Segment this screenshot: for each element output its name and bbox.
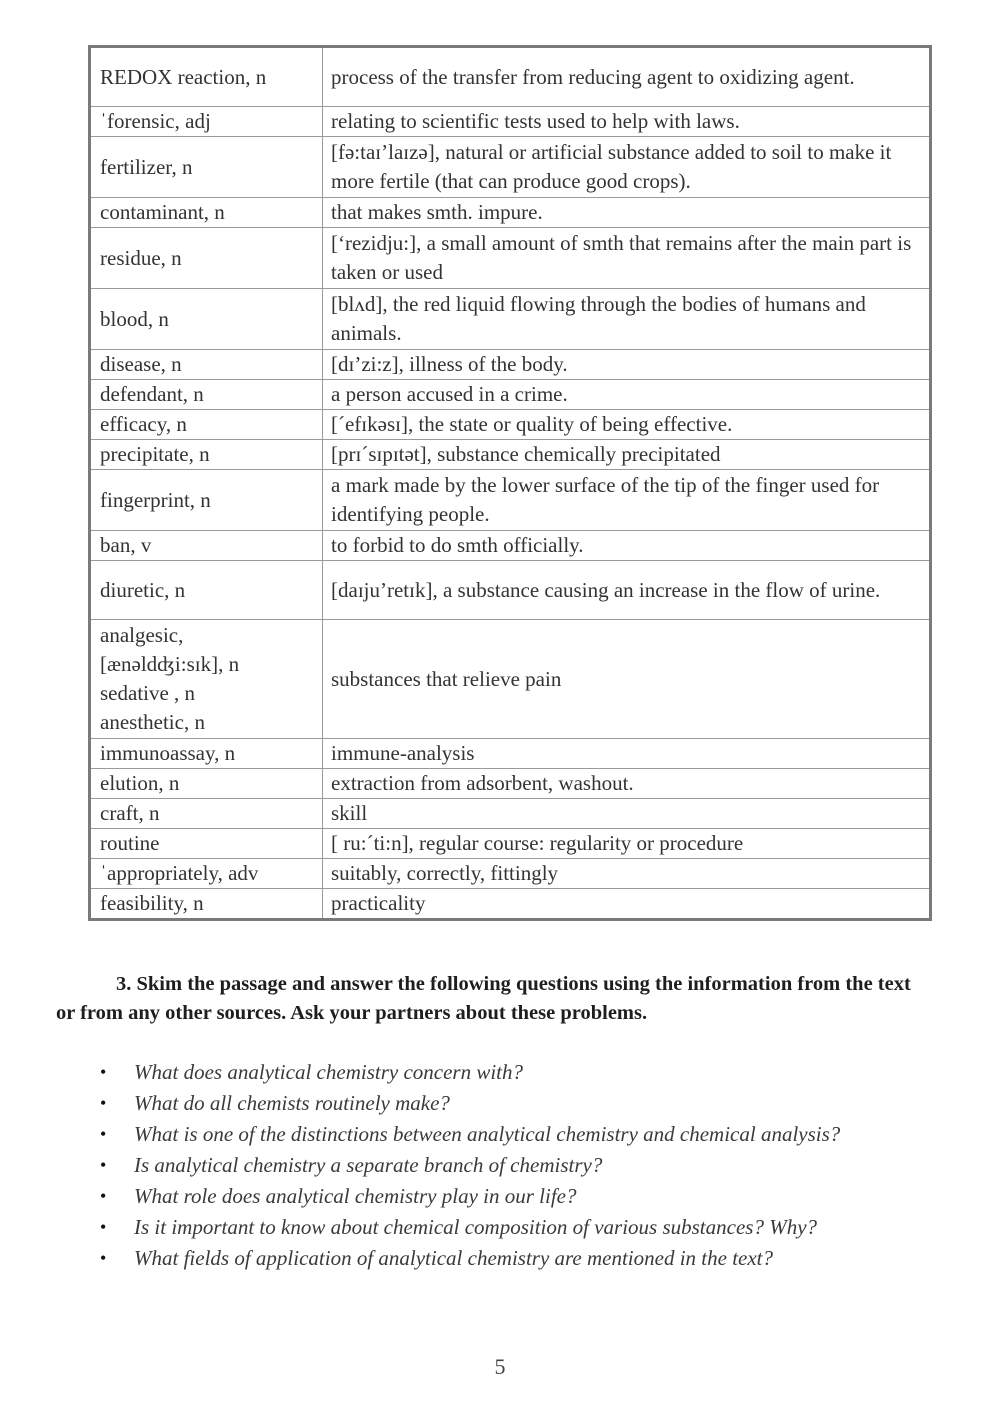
vocabulary-term bbox=[90, 769, 323, 799]
vocabulary-term-line: disease, n bbox=[100, 352, 182, 376]
vocabulary-definition: [prɪˊsɪpɪtət], substance chemically precipitated bbox=[323, 440, 931, 470]
vocabulary-term bbox=[90, 198, 323, 228]
vocabulary-term-line: ˈappropriately, adv bbox=[100, 861, 259, 885]
vocabulary-row bbox=[90, 410, 931, 440]
vocabulary-row bbox=[90, 440, 931, 470]
vocabulary-term-line: defendant, n bbox=[100, 382, 204, 406]
vocabulary-row bbox=[90, 47, 931, 107]
vocabulary-term-line: analgesic, bbox=[100, 623, 184, 647]
vocabulary-term bbox=[90, 137, 323, 198]
vocabulary-term-line: REDOX reaction, n bbox=[100, 64, 267, 89]
vocabulary-term-line: ˈforensic, adj bbox=[100, 109, 211, 133]
vocabulary-definition: skill bbox=[323, 799, 931, 829]
vocabulary-term bbox=[90, 350, 323, 380]
bullet-icon: • bbox=[100, 1124, 107, 1144]
vocabulary-term-line: diuretic, n bbox=[100, 577, 186, 602]
bullet-icon: • bbox=[100, 1186, 107, 1206]
question-text: What do all chemists routinely make? bbox=[134, 1091, 450, 1115]
vocabulary-term-line: ban, v bbox=[100, 533, 152, 557]
page-number: 5 bbox=[494, 1354, 506, 1379]
question-text: Is analytical chemistry a separate branch of chemistry? bbox=[134, 1153, 603, 1177]
vocabulary-definition: to forbid to do smth officially. bbox=[323, 531, 931, 561]
vocabulary-term bbox=[90, 289, 323, 350]
vocabulary-definition: extraction from adsorbent, washout. bbox=[323, 769, 931, 799]
vocabulary-row bbox=[90, 739, 931, 769]
vocabulary-term bbox=[90, 829, 323, 859]
vocabulary-row bbox=[90, 531, 931, 561]
vocabulary-term-line: immunoassay, n bbox=[100, 741, 236, 765]
vocabulary-term bbox=[90, 531, 323, 561]
vocabulary-term bbox=[90, 799, 323, 829]
vocabulary-row bbox=[90, 889, 931, 920]
vocabulary-term bbox=[90, 620, 323, 739]
vocabulary-row bbox=[90, 198, 931, 228]
vocabulary-definition: [dɪ’zi:z], illness of the body. bbox=[323, 350, 931, 380]
vocabulary-definition: substances that relieve pain bbox=[323, 620, 931, 739]
vocabulary-term-line: fertilizer, n bbox=[100, 154, 193, 179]
vocabulary-definition: practicality bbox=[323, 889, 931, 920]
vocabulary-term bbox=[90, 47, 323, 107]
vocabulary-term-line: routine bbox=[100, 831, 160, 855]
vocabulary-term-line: efficacy, n bbox=[100, 412, 187, 436]
question-item bbox=[96, 1151, 916, 1180]
vocabulary-term-line: anesthetic, n bbox=[100, 710, 205, 734]
vocabulary-definition: a mark made by the lower surface of the tip of the finger used for identifying people. bbox=[323, 470, 931, 531]
vocabulary-term-line: residue, n bbox=[100, 245, 182, 270]
vocabulary-definition: process of the transfer from reducing agent to oxidizing agent. bbox=[323, 47, 931, 107]
exercise-instruction: 3. Skim the passage and answer the following questions using the information from the text or from any other sources. Ask your partners about these problems. bbox=[56, 973, 911, 1024]
vocabulary-term bbox=[90, 889, 323, 920]
bullet-icon: • bbox=[100, 1217, 107, 1237]
vocabulary-term bbox=[90, 859, 323, 889]
vocabulary-term-line: contaminant, n bbox=[100, 200, 225, 224]
vocabulary-term-line: blood, n bbox=[100, 306, 169, 331]
vocabulary-term-line: precipitate, n bbox=[100, 442, 210, 466]
vocabulary-term bbox=[90, 380, 323, 410]
vocabulary-definition: suitably, correctly, fittingly bbox=[323, 859, 931, 889]
vocabulary-definition: [‘rezidju:], a small amount of smth that remains after the main part is taken or used bbox=[323, 228, 931, 289]
vocabulary-definition: a person accused in a crime. bbox=[323, 380, 931, 410]
vocabulary-term bbox=[90, 410, 323, 440]
vocabulary-term-line: elution, n bbox=[100, 771, 180, 795]
vocabulary-term-line: fingerprint, n bbox=[100, 487, 211, 512]
vocabulary-term-line: feasibility, n bbox=[100, 891, 204, 915]
question-item bbox=[96, 1058, 916, 1087]
vocabulary-definition: [daɪju’retɪk], a substance causing an increase in the flow of urine. bbox=[323, 561, 931, 620]
question-text: What does analytical chemistry concern with? bbox=[134, 1060, 524, 1084]
vocabulary-term bbox=[90, 107, 323, 137]
bullet-icon: • bbox=[100, 1248, 107, 1268]
vocabulary-row bbox=[90, 799, 931, 829]
vocabulary-row bbox=[90, 289, 931, 350]
vocabulary-term bbox=[90, 739, 323, 769]
vocabulary-row bbox=[90, 470, 931, 531]
question-text: Is it important to know about chemical composition of various substances? Why? bbox=[134, 1215, 818, 1239]
vocabulary-term bbox=[90, 440, 323, 470]
question-text: What is one of the distinctions between analytical chemistry and chemical analysis? bbox=[134, 1122, 841, 1146]
vocabulary-term-line: craft, n bbox=[100, 801, 160, 825]
vocabulary-definition: immune-analysis bbox=[323, 739, 931, 769]
question-item bbox=[96, 1182, 916, 1211]
question-text: What role does analytical chemistry play in our life? bbox=[134, 1184, 577, 1208]
vocabulary-term bbox=[90, 470, 323, 531]
vocabulary-term bbox=[90, 561, 323, 620]
vocabulary-definition: relating to scientific tests used to help with laws. bbox=[323, 107, 931, 137]
vocabulary-term-line: sedative , n bbox=[100, 681, 196, 705]
vocabulary-table-body bbox=[90, 47, 931, 920]
vocabulary-row bbox=[90, 859, 931, 889]
bullet-icon: • bbox=[100, 1062, 107, 1082]
vocabulary-row bbox=[90, 137, 931, 198]
vocabulary-definition: that makes smth. impure. bbox=[323, 198, 931, 228]
vocabulary-row bbox=[90, 769, 931, 799]
vocabulary-row bbox=[90, 620, 931, 739]
question-item bbox=[96, 1244, 916, 1273]
vocabulary-definition: [fə:taɪ’laɪzə], natural or artificial substance added to soil to make it more fertile (that can produce good crops). bbox=[323, 137, 931, 198]
vocabulary-definition: [ ru:ˊti:n], regular course: regularity or procedure bbox=[323, 829, 931, 859]
vocabulary-row bbox=[90, 380, 931, 410]
vocabulary-row bbox=[90, 350, 931, 380]
question-item bbox=[96, 1089, 916, 1118]
vocabulary-row bbox=[90, 829, 931, 859]
bullet-icon: • bbox=[100, 1155, 107, 1175]
question-item bbox=[96, 1213, 916, 1242]
bullet-icon: • bbox=[100, 1093, 107, 1113]
vocabulary-term bbox=[90, 228, 323, 289]
vocabulary-row bbox=[90, 561, 931, 620]
question-item bbox=[96, 1120, 916, 1149]
vocabulary-row bbox=[90, 228, 931, 289]
vocabulary-definition: [blʌd], the red liquid flowing through the bodies of humans and animals. bbox=[323, 289, 931, 350]
question-list bbox=[96, 1058, 916, 1275]
vocabulary-term-line: [ænəldʤi:sɪk], n bbox=[100, 652, 240, 676]
vocabulary-definition: [ˊefɪkəsɪ], the state or quality of being effective. bbox=[323, 410, 931, 440]
question-text: What fields of application of analytical chemistry are mentioned in the text? bbox=[134, 1246, 774, 1270]
vocabulary-table bbox=[88, 45, 932, 921]
vocabulary-row bbox=[90, 107, 931, 137]
